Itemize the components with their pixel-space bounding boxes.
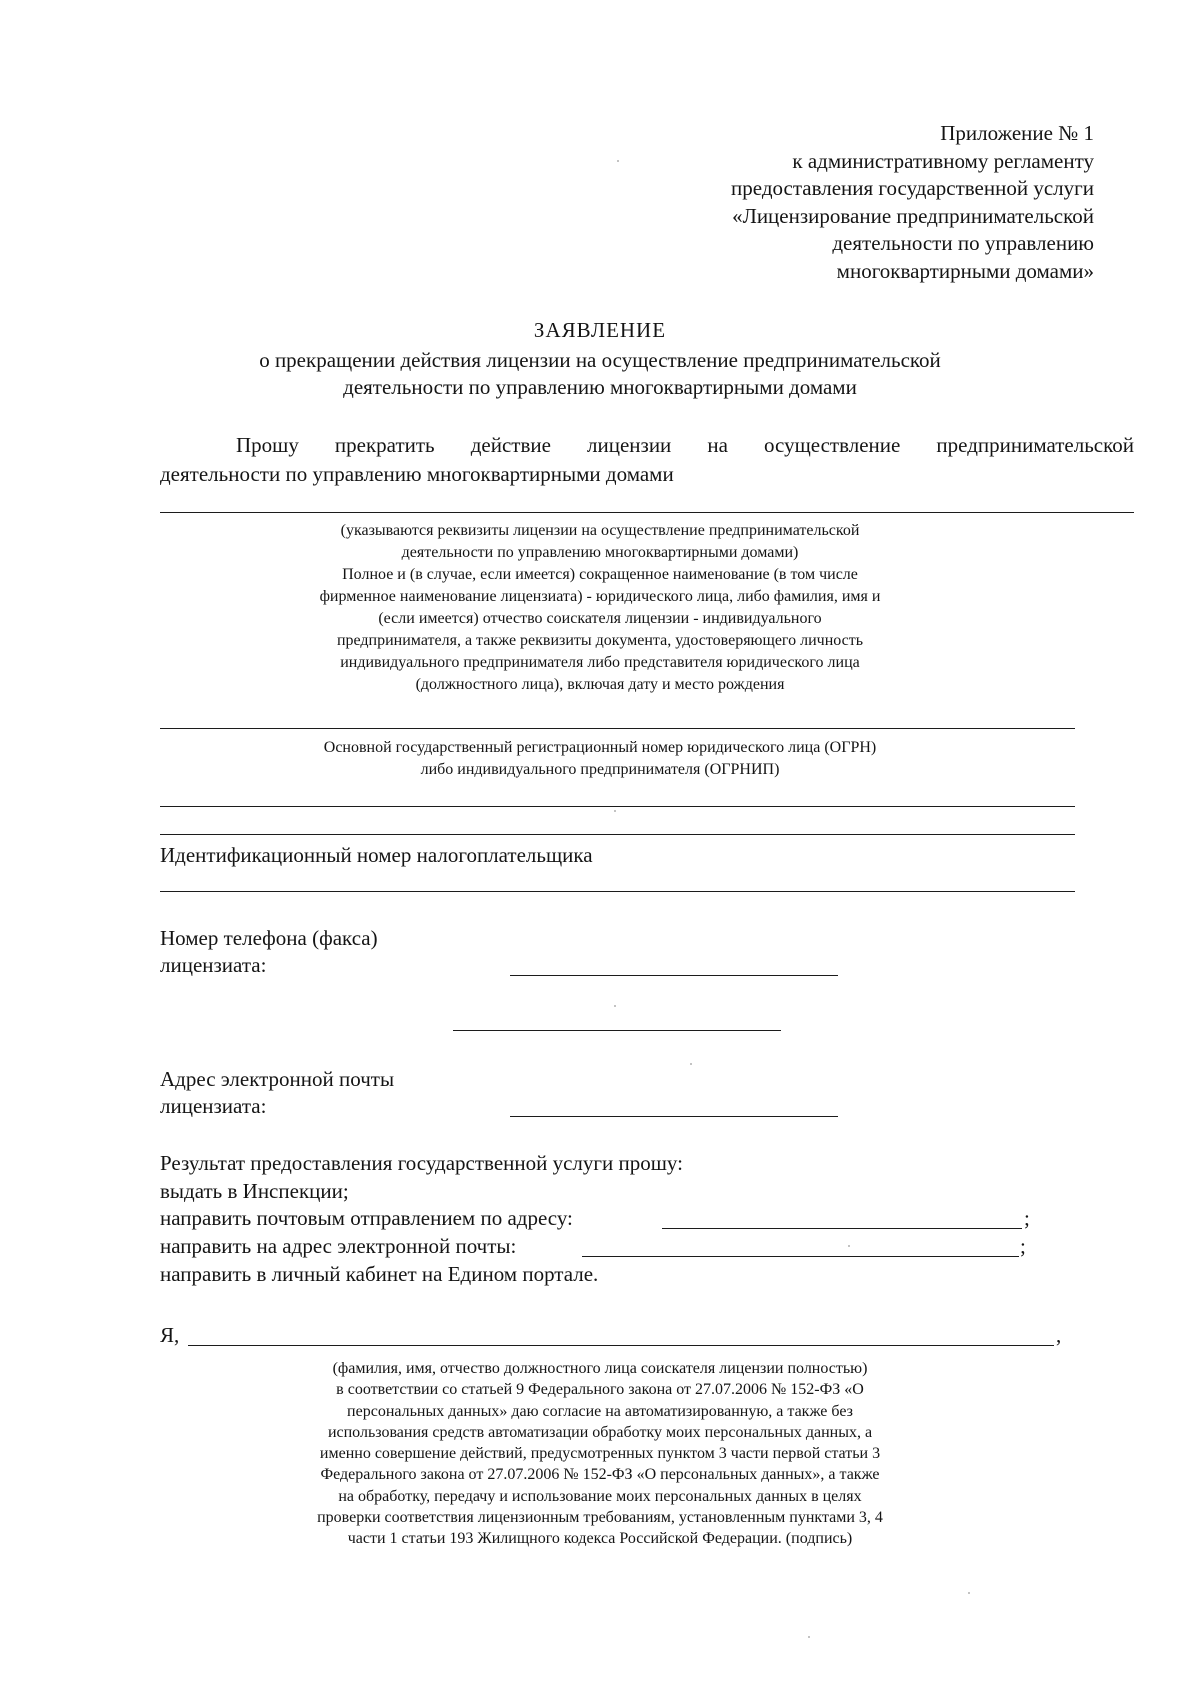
appendix-line: многоквартирными домами»: [836, 258, 1094, 283]
post-address-field[interactable]: [662, 1228, 1022, 1229]
consent-line: в соответствии со статьей 9 Федерального закона от 27.07.2006 № 152-ФЗ «О: [336, 1381, 864, 1399]
consent-line: использования средств автоматизации обработку моих персональных данных, а: [327, 1423, 873, 1441]
ogrn-value-field[interactable]: [160, 806, 1075, 807]
scan-speck: [614, 1005, 616, 1007]
consent-line: части 1 статьи 193 Жилищного кодекса Российской Федерации. (подпись): [347, 1530, 853, 1548]
appendix-line: деятельности по управлению: [832, 231, 1094, 256]
note-line: фирменное наименование лицензиата) - юридического лица, либо фамилия, имя и: [319, 588, 881, 605]
ogrn-value-field-2[interactable]: [160, 834, 1075, 835]
license-details-note: [0, 520, 1200, 696]
appendix-line: «Лицензирование предпринимательской: [732, 203, 1094, 228]
note-line: (если имеется) отчество соискателя лицензии - индивидуального: [378, 610, 822, 627]
email-field[interactable]: [510, 1116, 838, 1117]
note-line: (должностного лица), включая дату и место рождения: [415, 676, 785, 693]
appendix-line: предоставления государственной услуги: [731, 176, 1094, 201]
appendix-line: Приложение № 1: [940, 121, 1094, 145]
license-details-field[interactable]: [160, 512, 1134, 513]
inn-field[interactable]: [160, 891, 1075, 892]
signer-prefix: Я,: [160, 1323, 180, 1347]
note-line: деятельности по управлению многоквартирными домами): [401, 544, 799, 561]
consent-line: персональных данных» даю согласие на автоматизированную, а также без: [347, 1402, 853, 1420]
ogrn-field[interactable]: [160, 728, 1075, 729]
result-option-portal[interactable]: направить в личный кабинет на Едином портале.: [160, 1262, 599, 1286]
scan-speck: [848, 1245, 850, 1247]
result-option-post[interactable]: направить почтовым отправлением по адресу:: [160, 1206, 573, 1230]
phone-label-2: лицензиата:: [160, 953, 267, 977]
scan-speck: [968, 1592, 970, 1594]
result-option-email[interactable]: направить на адрес электронной почты:: [160, 1234, 517, 1258]
consent-line: проверки соответствия лицензионным требованиям, установленным пунктами 3, 4: [317, 1509, 883, 1527]
scan-speck: [614, 810, 616, 812]
request-paragraph: [160, 431, 1134, 489]
subtitle-line: деятельности по управлению многоквартирными домами: [343, 375, 857, 399]
email-terminator: ;: [1020, 1234, 1026, 1258]
consent-line: на обработку, передачу и использование моих персональных данных в целях: [338, 1487, 862, 1505]
result-heading: Результат предоставления государственной услуги прошу:: [160, 1151, 683, 1175]
post-terminator: ;: [1024, 1206, 1030, 1230]
note-line: Полное и (в случае, если имеется) сокращенное наименование (в том числе: [342, 566, 858, 583]
signer-name-field[interactable]: [188, 1345, 1054, 1346]
appendix-line: к административному регламенту: [792, 148, 1094, 173]
email-label-2: лицензиата:: [160, 1094, 267, 1118]
document-title: ЗАЯВЛЕНИЕ: [533, 318, 667, 342]
appendix-header: [731, 120, 1094, 286]
note-line: либо индивидуального предпринимателя (ОГРНИП): [420, 761, 780, 778]
scan-speck: [808, 1636, 810, 1638]
result-option-inspection[interactable]: выдать в Инспекции;: [160, 1179, 349, 1203]
consent-line: именно совершение действий, предусмотренных пунктом 3 части первой статьи 3: [319, 1445, 881, 1463]
email-address-field[interactable]: [582, 1256, 1019, 1257]
request-line: Прошу прекратить действие лицензии на осуществление предпринимательской: [236, 433, 1134, 457]
scan-speck: [690, 1063, 692, 1065]
scan-speck: [617, 160, 619, 162]
note-line: Основной государственный регистрационный номер юридического лица (ОГРН): [323, 739, 877, 756]
phone-field[interactable]: [510, 975, 838, 976]
subtitle-line: о прекращении действия лицензии на осуществление предпринимательской: [259, 348, 941, 372]
ogrn-note: [0, 737, 1200, 781]
note-line: индивидуального предпринимателя либо представителя юридического лица: [340, 654, 860, 671]
email-label: Адрес электронной почты: [160, 1067, 395, 1091]
note-line: предпринимателя, а также реквизиты документа, удостоверяющего личность: [336, 632, 864, 649]
note-line: (указываются реквизиты лицензии на осуществление предпринимательской: [340, 522, 860, 539]
consent-note: [0, 1358, 1200, 1550]
signer-suffix: ,: [1056, 1323, 1062, 1347]
consent-line: Федерального закона от 27.07.2006 № 152-ФЗ «О персональных данных», а также: [320, 1466, 880, 1484]
consent-line: (фамилия, имя, отчество должностного лица соискателя лицензии полностью): [332, 1360, 868, 1377]
inn-label: Идентификационный номер налогоплательщика: [160, 843, 593, 867]
document-subtitle: [0, 347, 1200, 401]
request-line: деятельности по управлению многоквартирными домами: [160, 462, 674, 486]
phone-label: Номер телефона (факса): [160, 926, 378, 950]
fax-field[interactable]: [453, 1030, 781, 1031]
